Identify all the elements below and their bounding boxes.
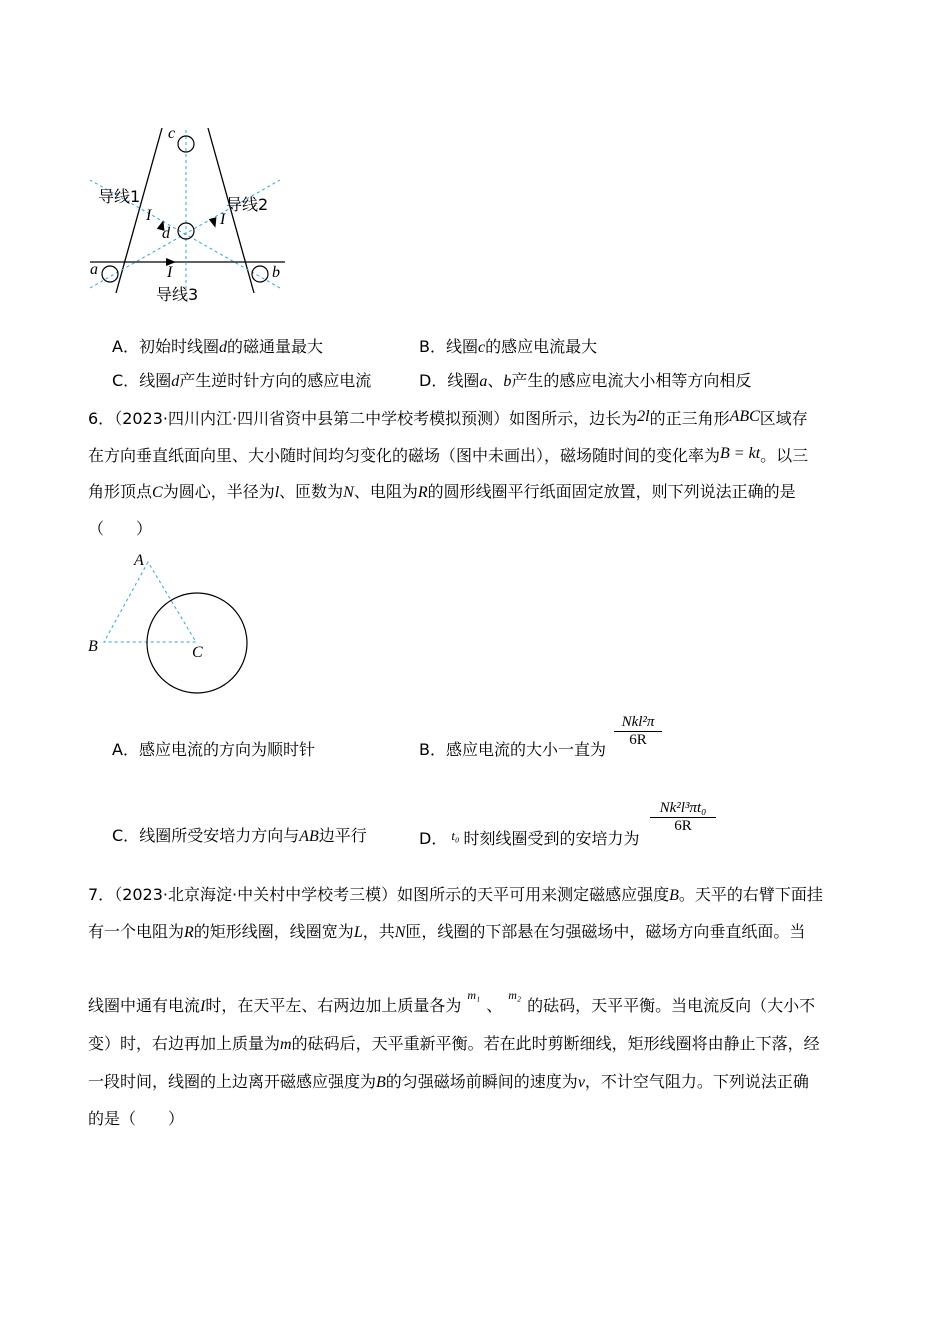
coil-a	[102, 266, 118, 282]
q6-option-c: C．线圈所受安培力方向与AB边平行	[112, 826, 367, 845]
q6-line-4: （ ）	[88, 519, 153, 538]
triangle-abc	[104, 562, 196, 642]
q5-option-d: D．线圈a、b产生的感应电流大小相等方向相反	[419, 371, 752, 390]
q7-line-6: 的是（ ）	[88, 1109, 185, 1128]
current-label-1: I	[146, 207, 152, 224]
q6-line-3: 角形顶点C为圆心，半径为l、匝数为N、电阻为R的圆形线圈平行纸面固定放置，则下列说法正确的是	[88, 482, 796, 501]
q7-line-4: 变）时，右边再加上质量为m的砝码后，天平重新平衡。若在此时剪断细线，矩形线圈将由静止下落，经	[88, 1034, 820, 1053]
q6-option-b-fraction: Nkl²π 6R	[614, 714, 662, 749]
coil-b	[252, 266, 268, 282]
q7-line-1: 7．（2023·北京海淀·中关村中学校考三模）如图所示的天平可用来测定磁感应强度B。天平的右臂下面挂	[88, 885, 823, 904]
wire-coil-figure	[80, 120, 290, 305]
q6-line-2: 在方向垂直纸面向里、大小随时间均匀变化的磁场（图中未画出），磁场随时间的变化率为B = kt。以三	[88, 445, 809, 465]
current-label-3: I	[167, 264, 173, 281]
q5-option-a: A．初始时线圈d的磁通量最大	[112, 337, 323, 356]
vertex-c: C	[192, 644, 203, 661]
arrow-wire-2	[209, 217, 219, 229]
current-label-2: I	[220, 211, 226, 228]
label-a: a	[90, 261, 98, 278]
vertex-b: B	[88, 638, 98, 655]
q6-option-a: A．感应电流的方向为顺时针	[112, 740, 315, 759]
label-b: b	[272, 264, 280, 281]
wire-2-label: 导线2	[226, 195, 269, 214]
wire-1-label: 导线1	[98, 187, 141, 206]
q7-line-2: 有一个电阻为R的矩形线圈，线圈宽为L，共N匝，线圈的下部悬在匀强磁场中，磁场方向垂直纸面。当	[88, 922, 806, 941]
q7-line-5: 一段时间，线圈的上边离开磁感应强度为B的匀强磁场前瞬间的速度为v，不计空气阻力。下列说法正确	[88, 1072, 809, 1091]
q6-option-b: B．感应电流的大小一直为	[419, 740, 606, 759]
coil-circle	[147, 593, 247, 693]
q7-line-3: 线圈中通有电流I时，在天平左、右两边加上质量各为$^{m_1}$、$^{m_2}$的砝码，天平平衡。当电流反向（大小不	[88, 988, 816, 1015]
label-c: c	[168, 125, 176, 142]
q6-option-d-fraction: Nk²l³πt₀ 6R	[650, 800, 716, 835]
q5-option-b: B．线圈c的感应电流最大	[419, 337, 598, 356]
vertex-a: A	[134, 552, 144, 569]
q6-option-d: D． $^{t_0}$ 时刻线圈受到的安培力为	[419, 828, 640, 848]
q5-option-c: C．线圈d产生逆时针方向的感应电流	[112, 371, 372, 390]
q6-line-1: 6．（2023·四川内江·四川省资中县第二中学校考模拟预测）如图所示，边长为2l的正三角形ABC区域存	[88, 408, 808, 428]
wire-3-label: 导线3	[156, 285, 199, 304]
triangle-circle-figure	[84, 548, 254, 696]
label-d: d	[162, 225, 170, 242]
wire-1-line	[116, 128, 162, 293]
